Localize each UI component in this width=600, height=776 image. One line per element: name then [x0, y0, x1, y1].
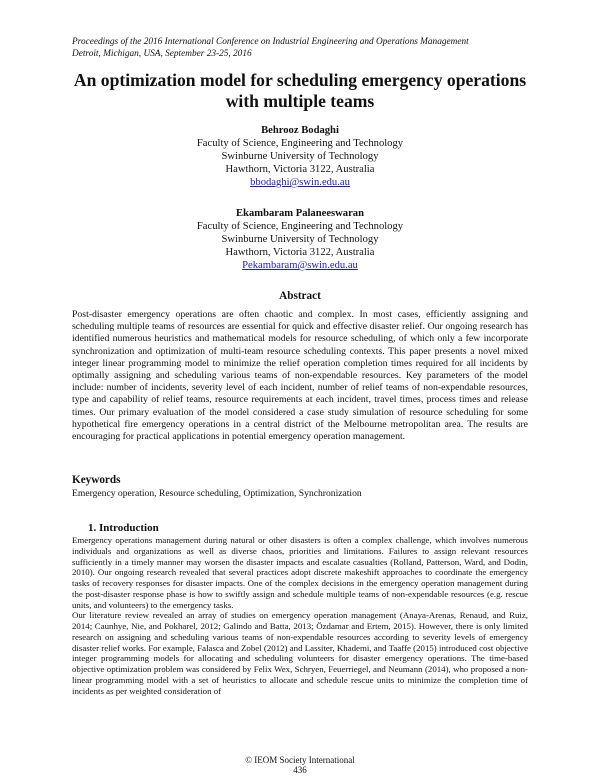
- author-university: Swinburne University of Technology: [221, 151, 379, 162]
- abstract-text: Post-disaster emergency operations are often chaotic and complex. In most cases, efficiently assigning and scheduling multiple teams of resources are essential for quick and effective disaster relief. Our ongoing research has identified numerous heuristics and mathematical models for resource scheduling, of which only a few incorporate synchronization and optimization of multi-team resource scheduling contexts. This paper presents a novel mixed integer linear programming model to minimize the relief operation completion times required for all incidents by optimally assigning and scheduling various teams of non-expendable resources. Key parameters of the model include: number of incidents, severity level of each incident, number of relief teams of non-expendable resources, type and capability of relief teams, resource requirements at each incident, travel times, process times and release times. Our primary evaluation of the model considered a case study simulation of resource scheduling for some hypothetical fire emergency operations in a central district of the Melbourne metropolitan area. The results are encouraging for practical applications in potential emergency operation management.: [72, 309, 528, 443]
- abstract-heading: Abstract: [279, 290, 321, 302]
- proceedings-title: Proceedings of the 2016 International Conference on Industrial Engineering and Operations Management: [72, 37, 469, 47]
- author-faculty: Faculty of Science, Engineering and Technology: [196, 221, 404, 232]
- introduction-paragraph-2: Our literature review revealed an array of studies on emergency operation management (Anaya-Arenas, Renaud, and Ruiz, 2014; Caunhye, Nie, and Pokharel, 2012; Galindo and Batta, 2013; Özdamar and Ertem, 2015). However, there is only limited research on assigning and scheduling various teams of non-expendable resources according to severity levels of emergency disaster relief works. For example, Falasca and Zobel (2012) and Lassiter, Khademi, and Taaffe (2015) introduced cost objective integer programming models for allocating and scheduling volunteers for disaster emergency operations. The time-based objective optimization problem was considered by Felix Wex, Schryen, Feuerriegel, and Neumann (2014), who proposed a non-linear programming model with a set of heuristics to allocate and schedule rescue units to minimize the completion time of incidents as per weighted consideration of: [72, 610, 528, 696]
- author-block-2: [100, 207, 500, 272]
- introduction-paragraph-1: Emergency operations management during natural or other disasters is often a complex challenge, which involves numerous individuals and organizations as well as diverse chaos, priorities and limitations. Failures to assign relevant resources sufficiently in a timely manner may worsen the disaster impacts and escalate casualties (Rolland, Patterson, Ward, and Dodin, 2010). Our ongoing research revealed that several practices adopt discrete makeshift approaches to coordinate the emergency tasks of recovery responses for disaster impacts. One of the complex decisions in the emergency operation management during the post-disaster response phase is how to swiftly assign and schedule multiple teams of non-expendable resources (e.g. rescue units, and volunteers) to the emergency tasks.: [72, 535, 528, 610]
- copyright-notice: © IEOM Society International: [245, 755, 355, 765]
- page-number: 436: [293, 765, 307, 775]
- keywords-heading: Keywords: [72, 474, 121, 486]
- introduction-body: [72, 535, 528, 696]
- page-footer: [100, 755, 500, 775]
- paper-title: [50, 70, 550, 111]
- author-university: Swinburne University of Technology: [221, 234, 379, 245]
- author-block-1: [100, 124, 500, 189]
- author-address: Hawthorn, Victoria 3122, Australia: [225, 247, 375, 258]
- author-address: Hawthorn, Victoria 3122, Australia: [225, 164, 375, 175]
- proceedings-location: Detroit, Michigan, USA, September 23-25, 2016: [72, 49, 252, 59]
- paper-title-line-2: with multiple teams: [225, 90, 375, 111]
- author-email-link[interactable]: bbodaghi@swin.edu.au: [250, 177, 350, 188]
- author-faculty: Faculty of Science, Engineering and Technology: [196, 138, 404, 149]
- author-email-link[interactable]: Pekambaram@swin.edu.au: [242, 260, 358, 271]
- paper-title-line-1: An optimization model for scheduling emergency operations: [73, 70, 527, 90]
- keywords-text: Emergency operation, Resource scheduling, Optimization, Synchronization: [72, 488, 362, 499]
- author-name: Behrooz Bodaghi: [261, 125, 339, 136]
- proceedings-header: [72, 36, 542, 60]
- introduction-heading: 1. Introduction: [88, 522, 159, 534]
- author-name: Ekambaram Palaneeswaran: [235, 208, 364, 219]
